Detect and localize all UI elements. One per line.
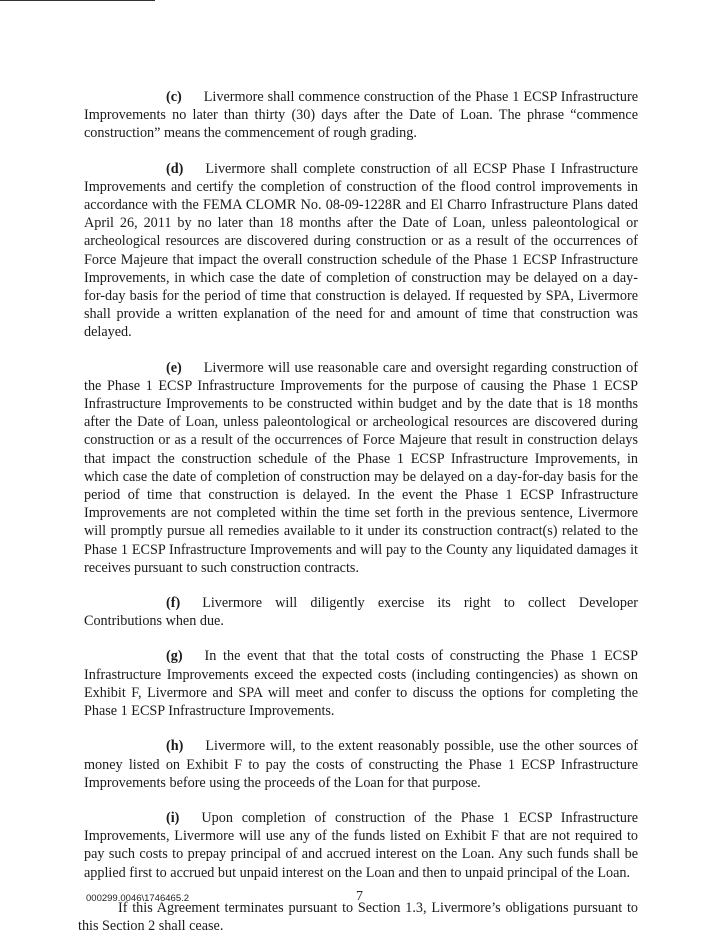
paragraph-text: In the event that that the total costs of constructing the Phase 1 ECSP Infrastructure Improvements exceed the expected costs (including contingencies) as shown on Exhibit F, Livermore and SPA will meet and confer to discuss the options for completing the Phase 1 ECSP Infrastructure Improvements. [84, 648, 638, 720]
paragraph-text: Livermore shall complete construction of all ECSP Phase I Infrastructure Improvements and certify the completion of construction of the flood control improvements in accordance with the FEMA CLOMR No. 08-09-1228R and El Charro Infrastructure Plans dated April 26, 2011 by no later than 18 months after the Date of Loan, unless paleontological or archeological resources are discovered during construction or as a result of the occurrences of Force Majeure that impact the overall construction schedule of the Phase 1 ECSP Infrastructure Improvements, in which case the date of completion of construction may be delayed on a day-for-day basis for the period of time that construction is delayed. If requested by SPA, Livermore shall provide a written explanation of the need for and amount of time that construction was delayed. [84, 160, 638, 341]
document-body [78, 88, 638, 952]
paragraph-marker: (g) [166, 648, 183, 665]
paragraph-text: Livermore shall commence construction of the Phase 1 ECSP Infrastructure Improvements no later than thirty (30) days after the Date of Loan. The phrase “commence construction” means the commencement of rough grading. [84, 89, 638, 142]
paragraph-text: Livermore will, to the extent reasonably possible, use the other sources of money listed on Exhibit F to pay the costs of constructing the Phase 1 ECSP Infrastructure Improvements before using the proceeds of the Loan for that purpose. [84, 738, 638, 791]
paragraph-d [84, 160, 638, 342]
paragraph-marker: (c) [166, 89, 182, 105]
paragraph-marker: (d) [166, 160, 184, 177]
paragraph-text: Upon completion of construction of the Phase 1 ECSP Infrastructure Improvements, Livermore will use any of the funds listed on Exhibit F that are not required to pay such costs to prepay principal of and accrued interest on the Loan. Any such funds shall be applied first to accrued but unpaid interest on the Loan and then to unpaid principal of the Loan. [84, 809, 638, 881]
paragraph-c [84, 88, 638, 143]
paragraph-i [84, 809, 638, 882]
paragraph-text: Livermore will diligently exercise its right to collect Developer Contributions when due. [84, 595, 638, 630]
closing-paragraph: If this Agreement terminates pursuant to Section 1.3, Livermore’s obligations pursuant to this Section 2 shall cease. [78, 899, 638, 934]
paragraph-h [84, 737, 638, 792]
paragraph-marker: (h) [166, 738, 184, 755]
top-rule [0, 0, 155, 1]
page-number: 7 [356, 889, 363, 904]
paragraph-marker: (f) [166, 595, 181, 612]
document-id: 000299.0046\1746465.2 [86, 893, 190, 904]
paragraph-marker: (i) [166, 809, 180, 826]
paragraph-g [84, 647, 638, 720]
paragraph-marker: (e) [166, 359, 182, 376]
paragraph-text: Livermore will use reasonable care and oversight regarding construction of the Phase 1 ECSP Infrastructure Improvements for the purpose of causing the Phase 1 ECSP Infrastructure Improvements to be constructed within budget and by the date that is 18 months after the Date of Loan, unless paleontological or archeological resources are discovered during construction or as a result of the occurrences of Force Majeure that result in construction delays that impact the construction schedule of the Phase 1 ECSP Infrastructure Improvements, in which case the date of completion of construction may be delayed on a day-for-day basis for the period of time that construction is delayed. In the event the Phase 1 ECSP Infrastructure Improvements are not completed within the time set forth in the previous sentence, Livermore will promptly pursue all remedies available to it under its construction contract(s) related to the Phase 1 ECSP Infrastructure Improvements and will pay to the County any liquidated damages it receives pursuant to such construction contracts. [84, 359, 638, 576]
paragraph-e [84, 359, 638, 577]
paragraph-f [84, 594, 638, 630]
